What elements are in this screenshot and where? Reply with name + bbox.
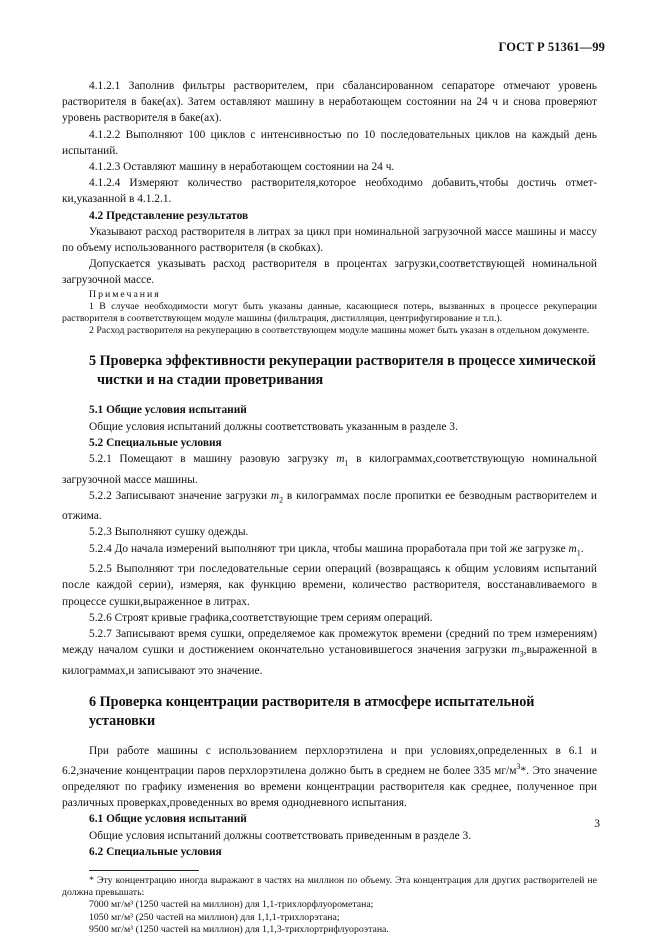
section-5-heading-line-1: 5 Проверка эффективности рекуперации растворителя в процессе химической <box>89 353 596 370</box>
symbol-m: m <box>568 542 577 555</box>
paragraph-6-intro <box>62 743 597 812</box>
paragraph-6-intro-text-b: . Это значение определяют по графику изменения во времени концентрации растворителя как среднее, полученное при различных проверках,проведенных во время однодневного испытания. <box>62 764 597 810</box>
clause-5-2-6: 5.2.6 Строят кривые графика,соответствующие трем сериям операций. <box>89 611 433 624</box>
clause-5-2-4-text-b: . <box>580 542 584 555</box>
clause-5-2-4-text-a: 5.2.4 До начала измерений выполняют три цикла, чтобы машина проработала при той же загрузке <box>89 542 566 555</box>
footnote-divider <box>89 870 199 871</box>
symbol-subscript: 1 <box>344 458 349 468</box>
symbol-subscript: 1 <box>576 547 581 557</box>
paragraph-results-2: Допускается указывать расход растворителя в процентах загрузки,соответствующей номинальной загрузочной массе. <box>62 258 597 287</box>
footnote-block <box>62 875 597 936</box>
symbol-subscript: 3 <box>519 649 524 659</box>
notes-title: Примечания <box>89 288 161 300</box>
clause-5-2-2-text-b: в килограммах после пропитки ее безводным растворителем и отжима. <box>62 489 598 523</box>
footnote-marker[interactable]: * <box>520 764 527 777</box>
paragraph-5-1: Общие условия испытаний должны соответствовать указанным в разделе 3. <box>89 420 458 433</box>
section-5-heading-line-2: чистки и на стадии проветривания <box>97 372 324 389</box>
clause-5-2-2 <box>62 488 597 525</box>
symbol-subscript: 2 <box>279 495 284 505</box>
symbol-m: m <box>336 453 345 466</box>
clause-5-2-1 <box>62 451 597 488</box>
clause-5-2-1-text-a: 5.2.1 Помещают в машину разовую загрузку <box>89 453 329 466</box>
clause-5-2-7-text-a: 5.2.7 Записывают время сушки, определяемое как промежуток времени (средний по трем измерениям) между началом сушки и достижением окончательно установившегося значения загрузки <box>62 627 597 657</box>
clause-4-1-2-3: 4.1.2.3 Оставляют машину в неработающем состоянии на 24 ч. <box>89 161 395 174</box>
clause-4-1-2-2: 4.1.2.2 Выполняют 100 циклов с интенсивностью по 10 последовательных циклов на каждый день испытаний. <box>62 128 597 157</box>
clause-5-2-1-text-b: в килограммах,соответствующую номинальной загрузочной массе машины. <box>62 453 597 486</box>
unit-superscript: 3 <box>516 762 521 772</box>
clause-4-1-2-1: 4.1.2.1 Заполнив фильтры растворителем, при сбалансированном сепараторе отмечают уровень растворителя в баке(ах). Затем оставляют машину в неработающем состоянии на 24 ч и снова проверяют уровень растворителя в баке(ах). <box>62 80 597 125</box>
clause-4-1-2-4: 4.1.2.4 Измеряют количество растворителя,которое необходимо добавить,чтобы достичь отметки,указанной в 4.1.2.1. <box>62 177 597 206</box>
footnote-line: 7000 мг/м³ (1250 частей на миллион) для 1,1-трихлорфлуорометана; <box>89 899 374 911</box>
clause-5-2-5: 5.2.5 Выполняют три последовательные серии операций (возвращаясь к общим условиям испытаний после каждой серии), измеряя, как функцию времени, количество растворителя, восстанавливаемого в процессе сушки,выраженное в литрах. <box>62 563 597 608</box>
page-body <box>62 78 597 936</box>
subheading-5-1: 5.1 Общие условия испытаний <box>89 404 247 417</box>
paragraph-results-1: Указывают расход растворителя в литрах за цикл при номинальной загрузочной массе машины и массу по объему использованного растворителя (в скобках). <box>62 225 597 255</box>
clause-5-2-7-text-b: ,выраженной в килограммах,и записывают это значение. <box>62 644 597 677</box>
footnote-line: 1050 мг/м³ (250 частей на миллион) для 1,1,1-трихлорэтана; <box>89 911 340 923</box>
symbol-m: m <box>511 644 520 657</box>
section-6-heading: 6 Проверка концентрации растворителя в атмосфере испытательной установки <box>89 693 535 729</box>
clause-5-2-3: 5.2.3 Выполняют сушку одежды. <box>89 526 249 539</box>
footnote-text: * Эту концентрацию иногда выражают в частях на миллион по объему. Эта концентрация для других растворителей не должна превышать: <box>62 875 597 899</box>
page-number: 3 <box>594 818 600 830</box>
subheading-6-1: 6.1 Общие условия испытаний <box>89 813 247 826</box>
subheading-5-2: 5.2 Специальные условия <box>89 436 222 449</box>
clause-5-2-2-text-a: 5.2.2 Записывают значение загрузки <box>89 489 268 502</box>
subheading-4-2: 4.2 Представление результатов <box>89 209 249 222</box>
symbol-m: m <box>270 489 280 502</box>
section-5-heading <box>62 352 597 390</box>
note-2: 2 Расход растворителя на рекуперацию в соответствующем модуле машины может быть указан в отдельном документе. <box>89 325 590 337</box>
document-code-header: ГОСТ Р 51361—99 <box>498 40 605 54</box>
paragraph-6-intro-text-a: При работе машины с использованием перхлорэтилена и при условиях,определенных в 6.1 и 6.2,значение концентрации паров перхлорэтилена должно быть в среднем не более 335 мг/м <box>62 744 597 777</box>
paragraph-6-1: Общие условия испытаний должны соответствовать приведенным в разделе 3. <box>89 829 472 842</box>
clause-5-2-7 <box>62 626 597 679</box>
notes-block <box>62 289 597 338</box>
footnote-line: 9500 мг/м³ (1250 частей на миллион) для 1,1,3-трихлортрифлуороэтана. <box>89 923 389 935</box>
subheading-6-2: 6.2 Специальные условия <box>89 845 222 858</box>
note-1: 1 В случае необходимости могут быть указаны данные, касающиеся потерь, вызванных в процессе рекуперации растворителя в соответствующем модуле машины (фильтрация, дистилляция, центрифугирование и т.п.). <box>62 300 597 325</box>
clause-5-2-4 <box>62 541 597 561</box>
